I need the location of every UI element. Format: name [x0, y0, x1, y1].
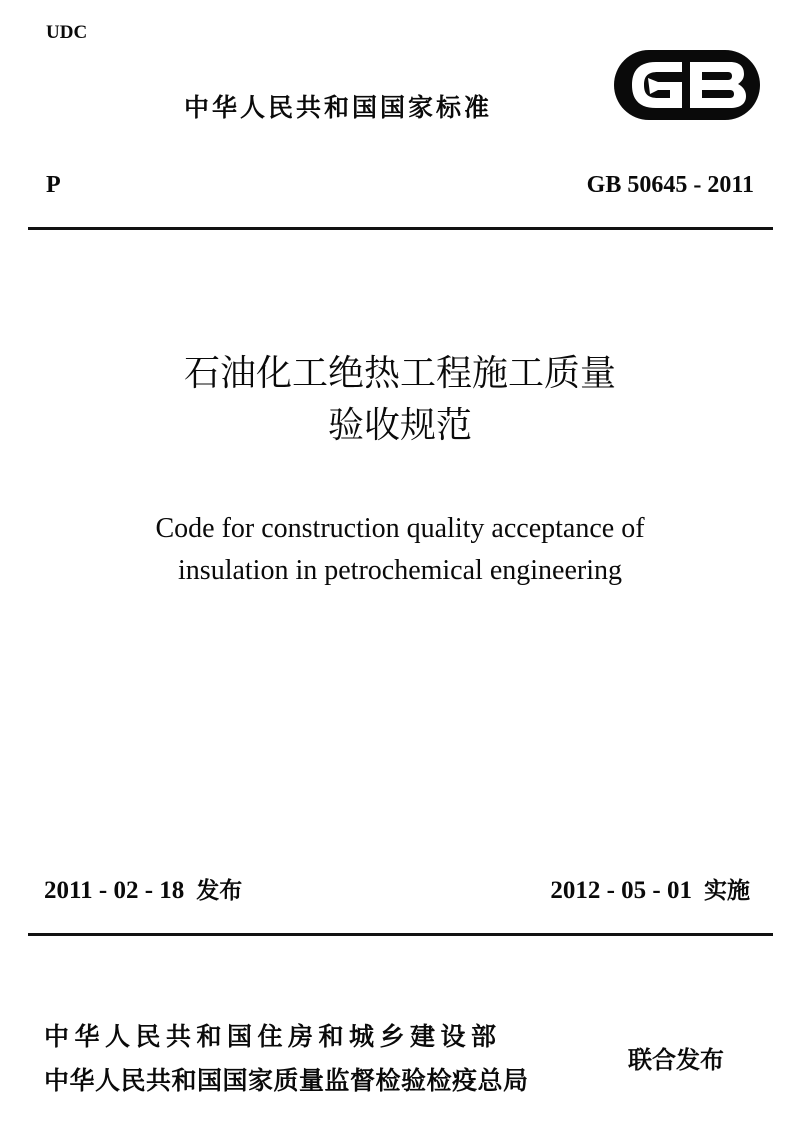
standard-number: GB 50645 - 2011 [586, 172, 754, 198]
national-standard-heading: 中华人民共和国国家标准 [184, 93, 493, 122]
issuer-aqsiq: 中华人民共和国国家质量监督检验检疫总局 [44, 1066, 529, 1095]
effective-date-block [550, 872, 750, 905]
gb-logo-icon [612, 48, 762, 122]
chinese-title-line-2: 验收规范 [327, 405, 472, 446]
footer-divider [28, 933, 773, 936]
udc-label: UDC [46, 22, 88, 43]
english-title-line-1: Code for construction quality acceptance of [155, 513, 645, 544]
classification-code: P [46, 172, 61, 198]
issuing-authorities [44, 1015, 529, 1103]
chinese-title-line-1: 石油化工绝热工程施工质量 [183, 353, 616, 394]
chinese-title [0, 348, 800, 452]
effective-label: 实施 [704, 878, 750, 904]
english-title-line-2: insulation in petrochemical engineering [178, 555, 622, 586]
header-divider [28, 227, 773, 230]
issuer-housing-ministry: 中华人民共和国住房和城乡建设部 [44, 1022, 502, 1051]
english-title [0, 508, 800, 592]
issue-label: 发布 [196, 878, 243, 904]
effective-date: 2012 - 05 - 01 [550, 877, 692, 904]
issue-date: 2011 - 02 - 18 [44, 877, 185, 904]
issue-date-block [44, 872, 242, 905]
joint-issue-label: 联合发布 [628, 1046, 724, 1074]
